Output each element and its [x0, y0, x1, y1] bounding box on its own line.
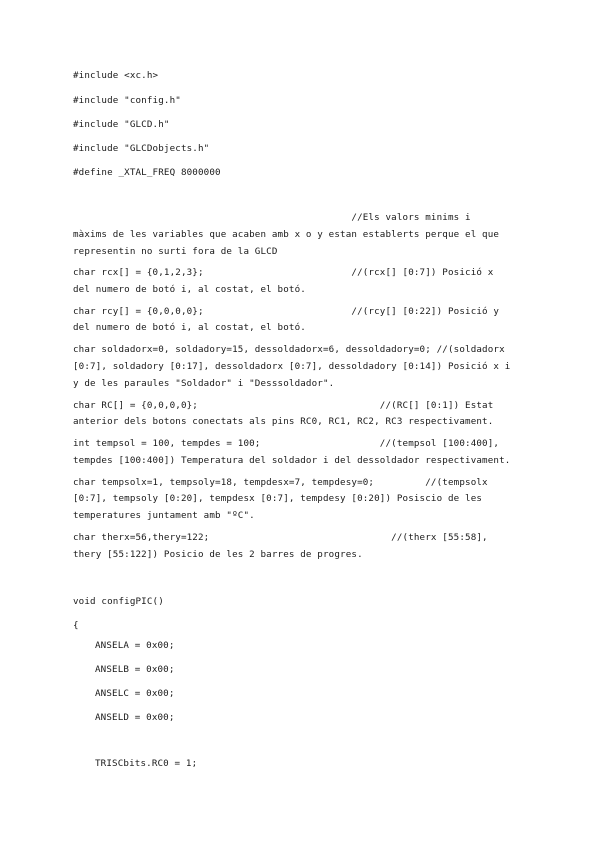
code-line: representin no surti fora de la GLCD — [73, 246, 278, 257]
code-line: #include "GLCDobjects.h" — [73, 143, 210, 154]
code-line: del numero de botó i, al costat, el botó. — [73, 322, 306, 333]
code-line: ANSELA = 0x00; — [95, 640, 175, 651]
code-line: char rcy[] = {0,0,0,0}; //(rcy[] [0:22]) Posició y — [73, 306, 500, 317]
code-line: ANSELB = 0x00; — [95, 664, 175, 675]
code-line: del numero de botó i, al costat, el botó. — [73, 284, 306, 295]
code-line: #include "config.h" — [73, 95, 181, 106]
code-line: ANSELC = 0x00; — [95, 688, 175, 699]
code-line: ANSELD = 0x00; — [95, 712, 175, 723]
code-line: void configPIC() — [73, 596, 164, 607]
code-line: thery [55:122]) Posicio de les 2 barres de progres. — [73, 549, 363, 560]
code-line: char rcx[] = {0,1,2,3}; //(rcx[] [0:7]) Posició x — [73, 267, 494, 278]
code-line: tempdes [100:400]) Temperatura del soldador i del dessoldador respectivament. — [73, 455, 511, 466]
code-line: //Els valors minims i — [73, 212, 471, 223]
code-line: #include "GLCD.h" — [73, 119, 170, 130]
code-line: màxims de les variables que acaben amb x o y estan establerts perque el que — [73, 229, 500, 240]
code-line: { — [73, 620, 79, 631]
code-line: char tempsolx=1, tempsoly=18, tempdesx=7, tempdesy=0; //(tempsolx — [73, 477, 488, 488]
code-line: y de les paraules "Soldador" i "Desssoldador". — [73, 378, 335, 389]
code-line: TRISCbits.RC0 = 1; — [95, 758, 198, 769]
code-line: char therx=56,thery=122; //(therx [55:58], — [73, 532, 488, 543]
code-line: anterior dels botons conectats als pins RC0, RC1, RC2, RC3 respectivament. — [73, 416, 494, 427]
code-line: int tempsol = 100, tempdes = 100; //(tempsol [100:400], — [73, 438, 500, 449]
code-line: char soldadorx=0, soldadory=15, dessoldadorx=6, dessoldadory=0; //(soldadorx — [73, 344, 505, 355]
code-line: temperatures juntament amb "ºC". — [73, 510, 255, 521]
code-line: char RC[] = {0,0,0,0}; //(RC[] [0:1]) Estat — [73, 400, 494, 411]
code-line: #define _XTAL_FREQ 8000000 — [73, 167, 221, 178]
code-line: [0:7], soldadory [0:17], dessoldadorx [0:7], dessoldadory [0:14]) Posició x i — [73, 361, 511, 372]
code-line: [0:7], tempsoly [0:20], tempdesx [0:7], tempdesy [0:20]) Posiscio de les — [73, 493, 483, 504]
code-line: #include <xc.h> — [73, 70, 159, 81]
